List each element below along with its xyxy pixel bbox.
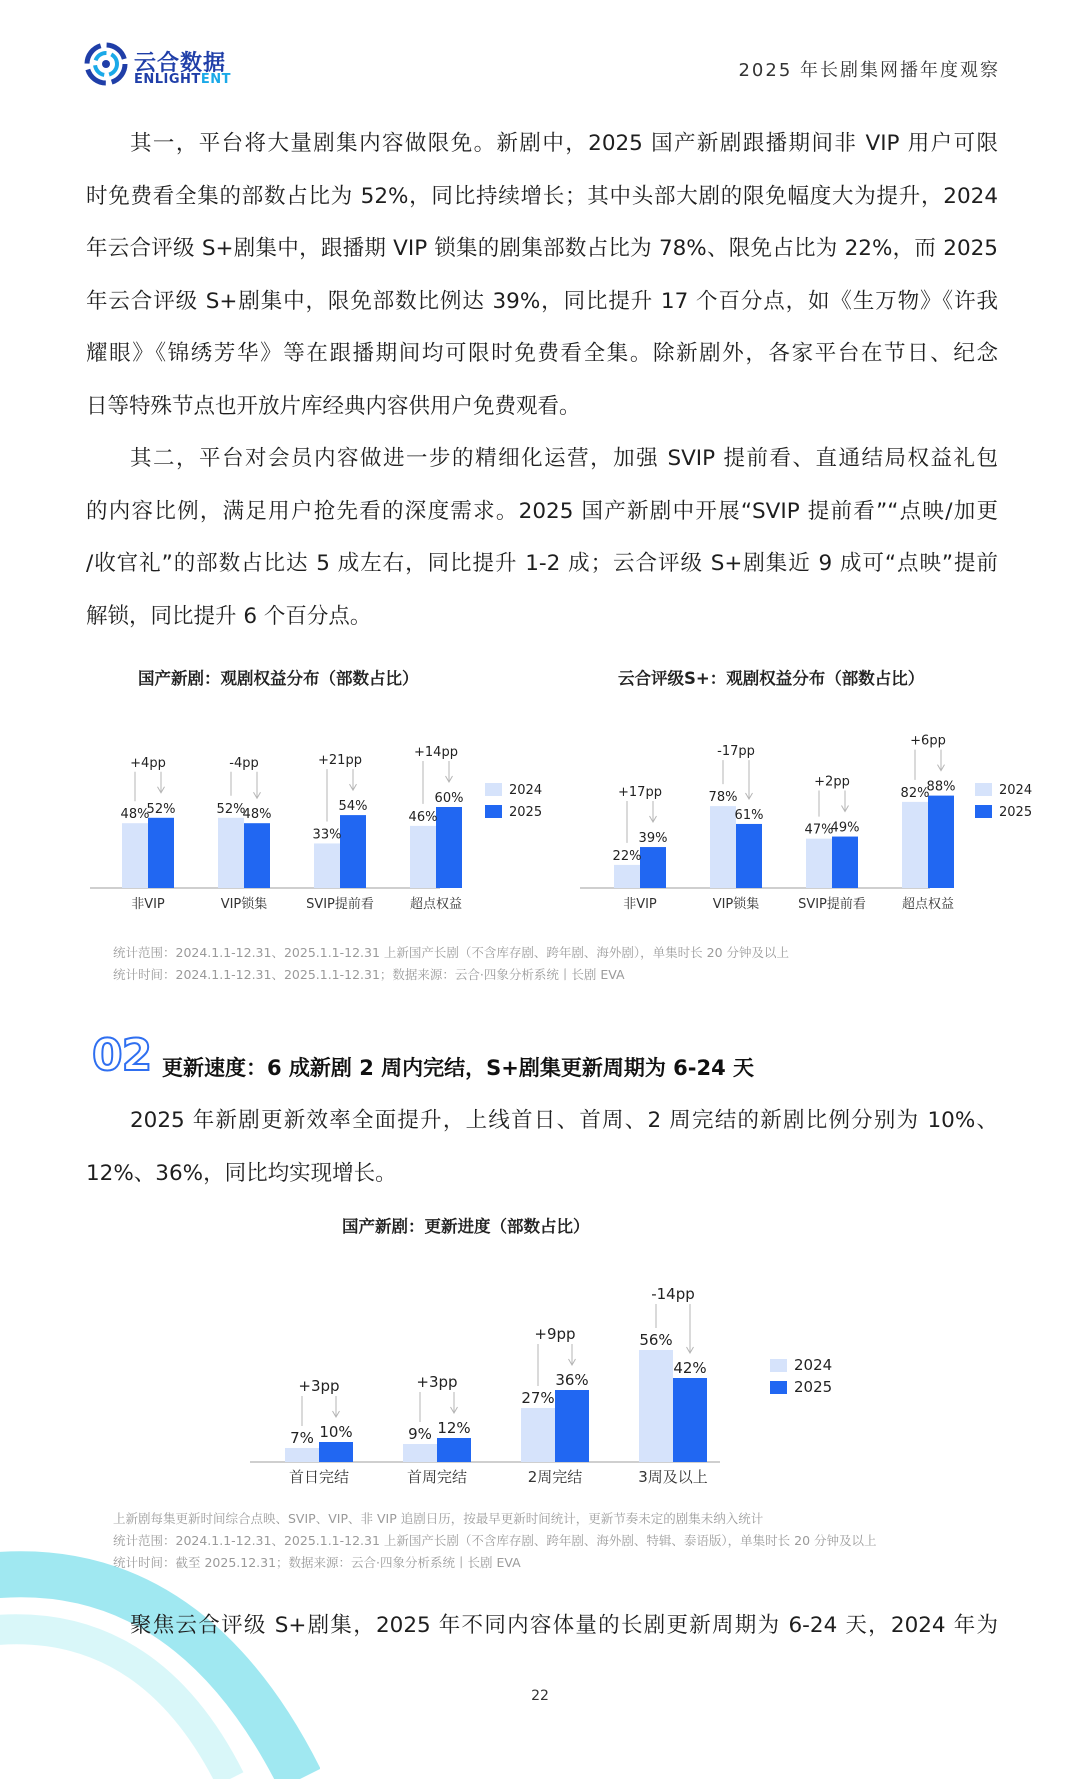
category-label: VIP锁集 [712, 897, 760, 912]
page-header [0, 0, 1080, 110]
bar-2024 [403, 1444, 437, 1462]
paragraph-update-speed [86, 1095, 998, 1200]
chart-2-splus-rights [580, 712, 1050, 917]
chart-1-new-drama-rights [90, 712, 560, 917]
text-line: 耀眼》《锦绣芳华》等在跟播期间均可限时免费看全集。除新剧外，各家平台在节日、纪念 [86, 341, 998, 366]
note-line: 统计范围：2024.1.1-12.31、2025.1.1-12.31 上新国产长剧（不含库存剧、跨年剧、海外剧），单集时长 20 分钟及以上 [113, 945, 789, 960]
enlightent-logo [84, 42, 244, 94]
text-line: 其二，平台对会员内容做进一步的精细化运营，加强 SVIP 提前看、直通结局权益礼包 [130, 446, 998, 471]
category-label: 非VIP [623, 897, 657, 912]
note-line: 上新剧每集更新时间综合点映、SVIP、VIP、非 VIP 追剧日历，按最早更新时间统计，更新节奏未定的剧集未纳入统计 [113, 1511, 764, 1526]
chart-3-update-progress [250, 1258, 850, 1488]
data-label-2025: 60% [434, 791, 464, 806]
data-label-2024: 47% [804, 822, 834, 838]
chart-2-title: 云合评级S+：观剧权益分布（部数占比） [618, 669, 925, 688]
legend-swatch [485, 783, 502, 796]
text-line: 日等特殊节点也开放片库经典内容供用户免费观看。 [86, 393, 581, 419]
category-label: 非VIP [131, 897, 165, 912]
text-line: 年云合评级 S+剧集中，跟播期 VIP 锁集的剧集部数占比为 78%、限免占比为 22%，而 2025 [86, 236, 998, 261]
text-line: 2025 年新剧更新效率全面提升，上线首日、首周、2 周完结的新剧比例分别为 10%、 [130, 1108, 998, 1133]
data-label-2024: 82% [900, 785, 930, 801]
bar-2025 [244, 823, 270, 888]
change-label: +3pp [298, 1377, 340, 1395]
bar-2024 [314, 843, 340, 888]
data-label-2024: 9% [408, 1425, 432, 1443]
change-label: +9pp [534, 1325, 576, 1343]
logo-ring-icon [84, 42, 128, 86]
bar-2024 [614, 865, 640, 888]
bar-2025 [319, 1442, 353, 1462]
data-label-2025: 12% [437, 1419, 471, 1437]
bar-2025 [928, 796, 954, 888]
legend-swatch [975, 783, 992, 796]
change-label: +21pp [318, 753, 362, 769]
page-number: 22 [531, 1688, 549, 1704]
bar-2025 [148, 818, 174, 888]
change-label: +3pp [416, 1373, 458, 1391]
data-label-2024: 52% [216, 801, 246, 817]
legend-label: 2024 [794, 1356, 833, 1374]
data-label-2024: 78% [708, 790, 738, 806]
change-label: -14pp [651, 1285, 695, 1303]
text-line: 12%、36%，同比均实现增长。 [86, 1160, 397, 1186]
bar-2024 [902, 802, 928, 888]
text-line: 聚焦云合评级 S+剧集，2025 年不同内容体量的长剧更新周期为 6-24 天，2024 年为 [130, 1613, 998, 1638]
bar-2025 [340, 815, 366, 888]
bar-2025 [436, 807, 462, 888]
decorative-arc [0, 1540, 320, 1779]
change-label: -17pp [717, 744, 755, 760]
legend-swatch [770, 1381, 787, 1394]
bar-2024 [218, 818, 244, 888]
bar-2024 [285, 1448, 319, 1462]
section-number: 02 [92, 1030, 152, 1081]
data-label-2024: 7% [290, 1429, 314, 1447]
bar-2024 [410, 826, 436, 888]
bar-2024 [521, 1408, 555, 1462]
legend-label: 2024 [999, 783, 1033, 798]
legend-label: 2025 [999, 805, 1033, 820]
note-line: 统计范围：2024.1.1-12.31、2025.1.1-12.31 上新国产长剧（不含库存剧、跨年剧、海外剧、特辑、泰语版），单集时长 20 分钟及以上 [113, 1533, 877, 1548]
section-title: 更新速度：6 成新剧 2 周内完结，S+剧集更新周期为 6-24 天 [162, 1056, 755, 1080]
text-line: /收官礼”的部数占比达 5 成左右，同比提升 1-2 成；云合评级 S+剧集近 9 成可“点映”提前 [86, 551, 998, 576]
text-line: 的内容比例，满足用户抢先看的深度需求。2025 国产新剧中开展“SVIP 提前看”“点映/加更 [86, 498, 998, 524]
note-line: 统计时间：截至 2025.12.31；数据来源：云合·四象分析系统丨长剧 EVA [113, 1555, 521, 1570]
bar-2025 [640, 847, 666, 888]
section-heading [92, 1030, 992, 1080]
category-label: 首日完结 [288, 1468, 350, 1486]
bar-2024 [806, 839, 832, 888]
bar-2024 [710, 806, 736, 888]
data-label-2025: 48% [242, 807, 272, 823]
data-label-2025: 36% [555, 1371, 589, 1389]
report-title: 2025 年长剧集网播年度观察 [738, 60, 1000, 81]
legend-label: 2025 [794, 1378, 833, 1396]
data-label-2025: 42% [673, 1359, 707, 1377]
category-label: 2周完结 [527, 1468, 583, 1486]
text-line: 解锁，同比提升 6 个百分点。 [86, 603, 372, 629]
note-line: 统计时间：2024.1.1-12.31、2025.1.1-12.31；数据来源：云合·四象分析系统丨长剧 EVA [113, 967, 625, 982]
paragraph-member-ops [86, 433, 998, 643]
data-label-2024: 27% [521, 1389, 555, 1407]
legend-label: 2025 [509, 805, 543, 820]
data-label-2025: 88% [926, 779, 956, 795]
data-label-2025: 49% [830, 820, 860, 836]
logo-chinese-text: 云合数据 [134, 51, 227, 76]
legend-swatch [485, 805, 502, 818]
bar-2025 [736, 824, 762, 888]
change-label: -4pp [229, 755, 259, 771]
bar-2025 [437, 1438, 471, 1462]
category-label: 超点权益 [901, 897, 955, 912]
data-label-2025: 54% [338, 799, 368, 815]
data-label-2024: 22% [612, 848, 642, 864]
text-line: 年云合评级 S+剧集中，限免部数比例达 39%，同比提升 17 个百分点，如《生万物》《许我 [86, 288, 998, 314]
change-label: +6pp [910, 733, 946, 749]
bar-2025 [673, 1378, 707, 1462]
data-label-2025: 39% [638, 831, 668, 847]
legend-label: 2024 [509, 783, 543, 798]
bar-2025 [555, 1390, 589, 1462]
chart-source-note-1 [113, 942, 789, 986]
bar-2025 [832, 837, 858, 888]
legend-swatch [975, 805, 992, 818]
legend-swatch [770, 1359, 787, 1372]
bar-2024 [122, 823, 148, 888]
data-label-2024: 48% [120, 807, 150, 823]
category-label: 3周及以上 [638, 1468, 708, 1486]
category-label: SVIP提前看 [306, 897, 374, 912]
category-label: 首周完结 [406, 1468, 468, 1486]
data-label-2024: 33% [312, 827, 342, 843]
data-label-2024: 56% [639, 1331, 673, 1349]
data-label-2025: 52% [146, 801, 176, 817]
paragraph-platform-free [86, 118, 998, 433]
change-label: +14pp [414, 745, 458, 760]
text-line: 时免费看全集的部数占比为 52%，同比持续增长；其中头部大剧的限免幅度大为提升，2024 [86, 183, 998, 209]
paragraph-splus-cycle [86, 1600, 998, 1653]
category-label: 超点权益 [409, 897, 463, 912]
category-label: VIP锁集 [220, 897, 268, 912]
logo-english-text: ENLIGHTENT [134, 72, 231, 87]
change-label: +17pp [618, 785, 662, 801]
data-label-2024: 46% [408, 809, 438, 825]
bar-2024 [639, 1350, 673, 1462]
chart-3-title: 国产新剧：更新进度（部数占比） [342, 1217, 590, 1236]
data-label-2025: 10% [319, 1423, 353, 1441]
change-label: +4pp [130, 755, 166, 771]
chart-1-title: 国产新剧：观剧权益分布（部数占比） [138, 669, 419, 688]
category-label: SVIP提前看 [798, 897, 866, 912]
data-label-2025: 61% [734, 807, 764, 823]
text-line: 其一，平台将大量剧集内容做限免。新剧中，2025 国产新剧跟播期间非 VIP 用户可限 [130, 131, 998, 156]
change-label: +2pp [814, 774, 850, 790]
